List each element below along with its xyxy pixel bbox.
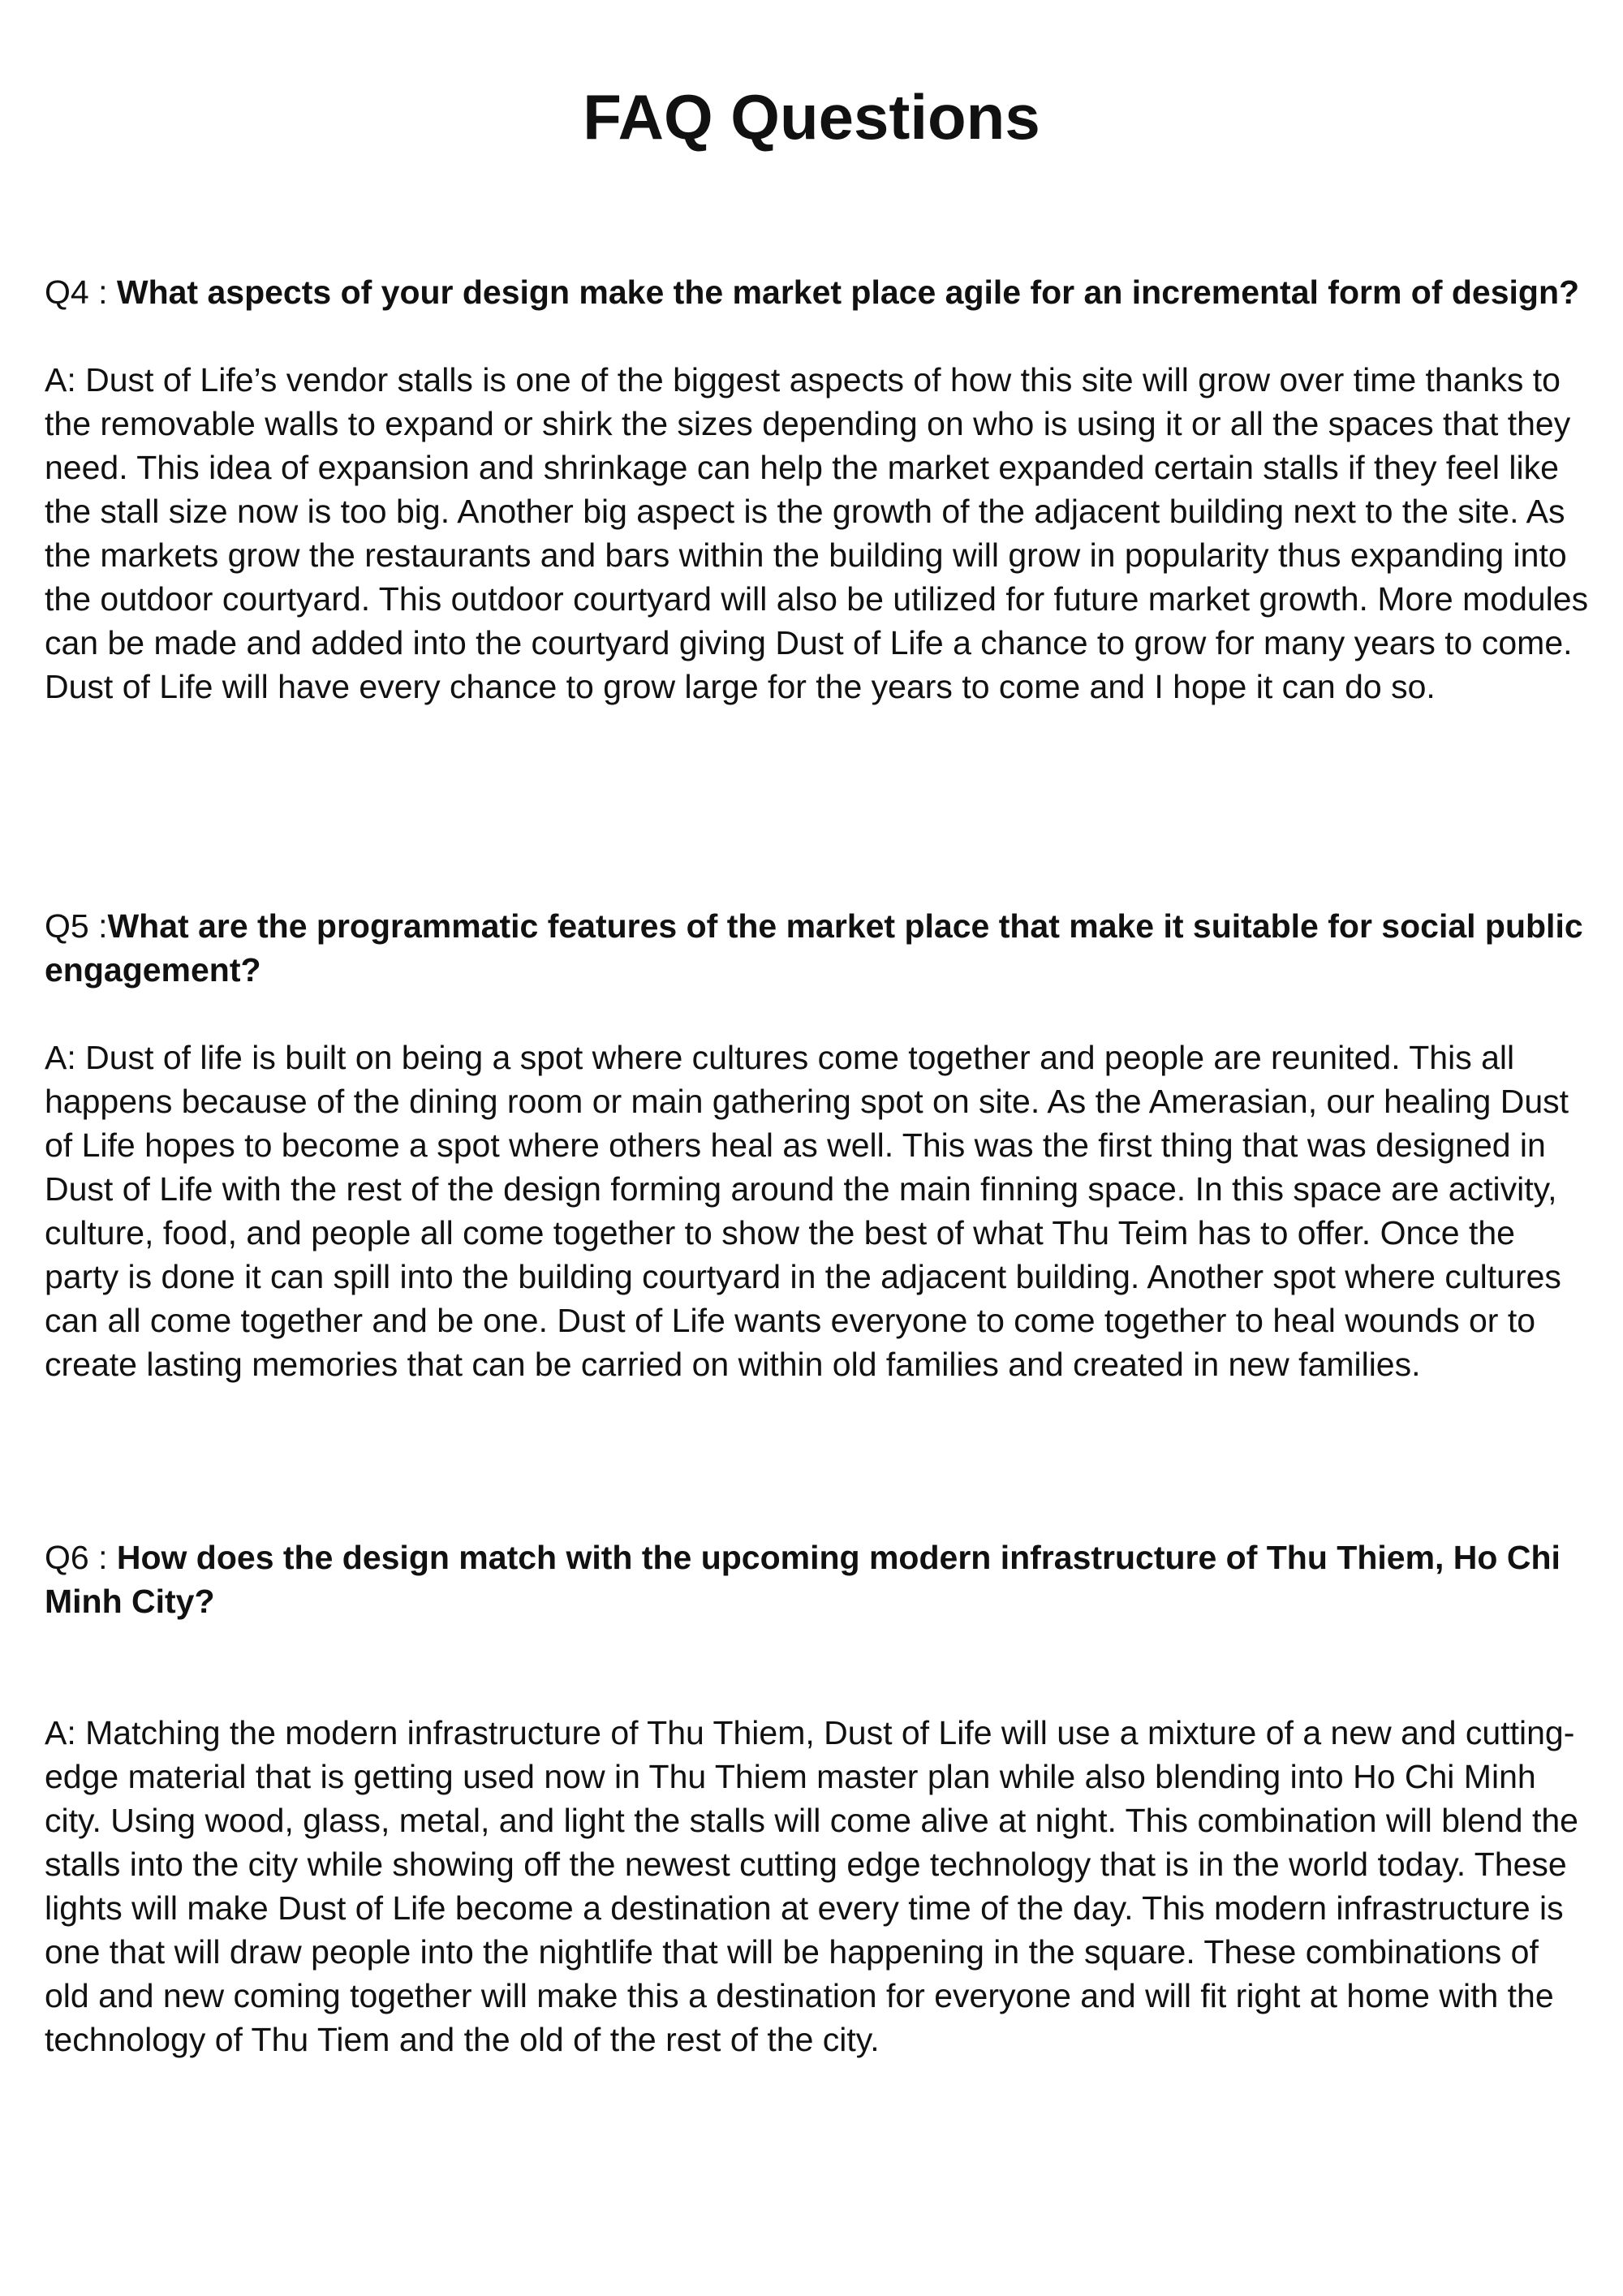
faq-answer: A: Matching the modern infrastructure of Thu Thiem, Dust of Life will use a mixture of a new and cutting-edge material that is getting used now in Thu Thiem master plan while also blending into Ho Chi Minh city. Using wood, glass, metal, and light the stalls will come alive at night. This combination will blend the stalls into the city while showing off the newest cutting edge technology that is in the world today. These lights will make Dust of Life become a destination at every time of the day. This modern infrastructure is one that will draw people into the nightlife that will be happening in the square. These combinations of old and new coming together will make this a destination for everyone and will fit right at home with the technology of Thu Tiem and the old of the rest of the city.	[45, 1714, 1578, 2058]
question-number: Q4 :	[45, 274, 117, 311]
faq-item-q5	[45, 904, 1591, 1386]
faq-question	[45, 270, 1591, 314]
faq-item-q4	[45, 270, 1591, 709]
question-number: Q5 :	[45, 907, 108, 945]
faq-answer: A: Dust of life is built on being a spot where cultures come together and people are reunited. This all happens because of the dining room or main gathering spot on site. As the Amerasian, our healing Dust of Life hopes to become a spot where others heal as well. This was the first thing that was designed in Dust of Life with the rest of the design forming around the main finning space. In this space are activity, culture, food, and people all come together to show the best of what Thu Teim has to offer. Once the party is done it can spill into the building courtyard in the adjacent building. Another spot where cultures can all come together and be one. Dust of Life wants everyone to come together to heal wounds or to create lasting memories that can be carried on within old families and created in new families.	[45, 1039, 1569, 1383]
faq-question	[45, 1536, 1591, 1623]
question-number: Q6 :	[45, 1539, 117, 1576]
faq-item-q6	[45, 1536, 1591, 2061]
question-text: What aspects of your design make the market place agile for an incremental form of design?	[116, 274, 1580, 311]
page-title: FAQ Questions	[583, 81, 1040, 153]
question-text: What are the programmatic features of the market place that make it suitable for social public engagement?	[45, 907, 1583, 989]
faq-question	[45, 904, 1591, 992]
question-text: How does the design match with the upcoming modern infrastructure of Thu Thiem, Ho Chi Minh City?	[45, 1539, 1561, 1620]
faq-answer: A: Dust of Life’s vendor stalls is one of the biggest aspects of how this site will grow over time thanks to the removable walls to expand or shirk the sizes depending on who is using it or all the spaces that they need. This idea of expansion and shrinkage can help the market expanded certain stalls if they feel like the stall size now is too big. Another big aspect is the growth of the adjacent building next to the site. As the markets grow the restaurants and bars within the building will grow in popularity thus expanding into the outdoor courtyard. This outdoor courtyard will also be utilized for future market growth. More modules can be made and added into the courtyard giving Dust of Life a chance to grow for many years to come. Dust of Life will have every chance to grow large for the years to come and I hope it can do so.	[45, 361, 1589, 705]
